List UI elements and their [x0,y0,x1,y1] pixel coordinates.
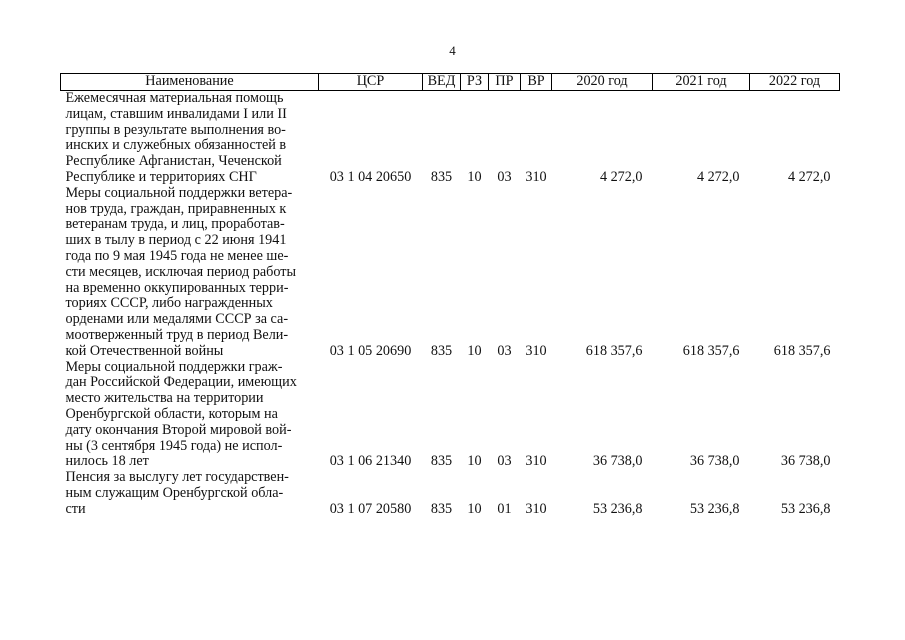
row-name-line: Пенсия за выслугу лет государствен- [65,469,289,486]
row-name-line: на временно оккупированных терри- [65,279,289,296]
row-vr: 310 [525,342,547,359]
row-pr: 03 [497,168,512,185]
header-vr: ВР [521,74,552,91]
row-rz: 10 [467,453,482,470]
row-name-line: ших в тылу в период с 22 июня 1941 [65,232,287,249]
row-ved: 835 [430,500,453,517]
row-rz: 10 [467,500,482,517]
row-vr: 310 [525,500,547,517]
row-name-line: Республике и территориях СНГ [65,168,257,185]
header-2021: 2021 год [653,74,750,91]
row-name-cell [61,470,319,517]
page-number: 4 [449,43,456,58]
header-name: Наименование [61,74,319,91]
row-name-line: группы в результате выполнения во- [65,121,286,138]
row-vr: 310 [525,168,547,185]
row-name-line: сти месяцев, исключая период работы [65,263,296,280]
header-2020: 2020 год [552,74,653,91]
table-row [61,186,840,360]
row-2022: 36 738,0 [780,453,831,470]
row-name-line: орденами или медалями СССР за са- [65,311,289,328]
row-name-line: Меры социальной поддержки граж- [65,358,283,375]
row-rz: 10 [467,342,482,359]
row-name-line: года по 9 мая 1945 года не менее ше- [65,247,289,264]
row-name-line: ны (3 сентября 1945 года) не испол- [65,437,283,454]
header-csr: ЦСР [319,74,423,91]
table-row [61,360,840,471]
header-ved: ВЕД [423,74,461,91]
row-pr: 03 [497,453,512,470]
row-2020: 618 357,6 [585,342,643,359]
row-name-line: Меры социальной поддержки ветера- [65,184,293,201]
header-2022: 2022 год [750,74,840,91]
row-name-line: Республике Афганистан, Чеченской [65,153,282,170]
row-pr: 01 [497,500,512,517]
row-name-cell [61,186,319,360]
row-2021: 4 272,0 [696,168,740,185]
table-header-row [61,74,840,91]
row-name-line: сти [65,500,86,517]
row-name-line: ным служащим Оренбургской обла- [65,484,284,501]
row-pr: 03 [497,342,512,359]
row-csr: 03 1 05 20690 [329,342,412,359]
row-name-line: место жительства на территории [65,390,264,407]
row-name-line: моотверженный труд в период Вели- [65,326,289,343]
table-row [61,470,840,517]
row-ved: 835 [430,168,453,185]
row-name-line: кой Отечественной войны [65,342,224,359]
row-name-line: Оренбургской области, которым на [65,405,278,422]
row-csr: 03 1 06 21340 [329,453,412,470]
row-vr: 310 [525,453,547,470]
row-name-line: Ежемесячная материальная помощь [65,90,284,106]
row-rz: 10 [467,168,482,185]
row-2020: 4 272,0 [599,168,643,185]
row-2021: 53 236,8 [689,500,740,517]
row-name-line: лицам, ставшим инвалидами I или II [65,105,287,122]
row-ved: 835 [430,342,453,359]
header-pr: ПР [489,74,521,91]
row-2020: 53 236,8 [592,500,643,517]
budget-table [60,73,840,518]
row-name-line: нилось 18 лет [65,453,149,470]
row-name-line: ветеранам труда, и лиц, проработав- [65,216,285,233]
row-csr: 03 1 04 20650 [329,168,412,185]
row-2022: 53 236,8 [780,500,831,517]
row-name-line: инских и служебных обязанностей в [65,137,287,154]
row-name-line: дан Российской Федерации, имеющих [65,374,297,391]
row-name-line: нов труда, граждан, приравненных к [65,200,287,217]
row-2022: 618 357,6 [773,342,831,359]
header-rz: РЗ [461,74,489,91]
row-csr: 03 1 07 20580 [329,500,412,517]
row-2021: 36 738,0 [689,453,740,470]
row-2021: 618 357,6 [682,342,740,359]
row-2020: 36 738,0 [592,453,643,470]
row-2022: 4 272,0 [787,168,831,185]
row-name-cell [61,360,319,471]
row-ved: 835 [430,453,453,470]
table-row [61,91,840,186]
row-name-cell [61,91,319,186]
row-name-line: ториях СССР, либо награжденных [65,295,273,312]
row-name-line: дату окончания Второй мировой вой- [65,421,292,438]
